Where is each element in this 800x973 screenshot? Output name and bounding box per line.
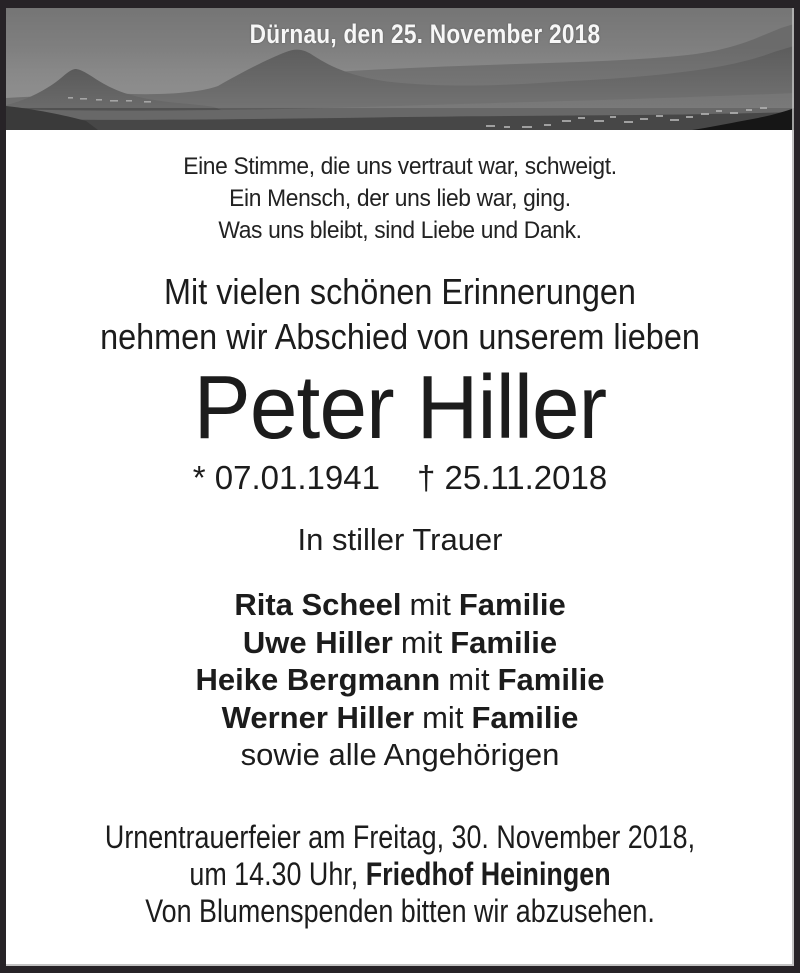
death-date: † 25.11.2018 <box>416 459 608 496</box>
family-closing: sowie alle Angehörigen <box>240 737 560 772</box>
life-dates <box>6 461 794 495</box>
intro-line: nehmen wir Abschied von unserem lieben <box>100 316 700 357</box>
family-connector: mit <box>422 699 464 735</box>
dateline: Dürnau, den 25. November 2018 <box>249 19 601 49</box>
family-member-name: Werner Hiller <box>221 699 415 735</box>
family-connector: mit <box>400 624 443 660</box>
funeral-info <box>6 819 794 930</box>
funeral-time-place-line <box>69 856 731 893</box>
intro-line: Mit vielen schönen Erinnerungen <box>164 271 636 312</box>
verse-line: Ein Mensch, der uns lieb war, ging. <box>229 185 571 212</box>
family-connector: mit <box>409 587 451 622</box>
memorial-photo <box>6 8 794 130</box>
mourning-heading: In stiller Trauer <box>297 522 503 557</box>
flowers-note: Von Blumenspenden bitten wir abzusehen. <box>145 893 655 929</box>
verse-line: Eine Stimme, die uns vertraut war, schweigt. <box>183 153 617 180</box>
family-row <box>6 699 794 737</box>
family-row <box>6 624 794 662</box>
family-member-name: Heike Bergmann <box>195 662 441 697</box>
family-member-name: Rita Scheel <box>234 587 402 622</box>
obituary-content <box>6 8 794 966</box>
family-member-name: Uwe Hiller <box>242 624 393 660</box>
funeral-date-line: Urnentrauerfeier am Freitag, 30. November 2018, <box>104 819 696 855</box>
family-suffix: Familie <box>497 662 605 697</box>
memorial-verse <box>6 151 794 247</box>
family-suffix: Familie <box>471 699 579 735</box>
deceased-name: Peter Hiller <box>193 358 607 458</box>
funeral-location: Friedhof Heiningen <box>365 856 611 892</box>
family-row <box>6 586 794 624</box>
family-list <box>6 586 794 774</box>
funeral-time: um 14.30 Uhr, <box>189 856 359 892</box>
family-suffix: Familie <box>450 624 558 660</box>
family-connector: mit <box>448 662 490 697</box>
verse-line: Was uns bleibt, sind Liebe und Dank. <box>218 217 582 244</box>
birth-date: * 07.01.1941 <box>192 459 380 496</box>
farewell-intro <box>6 269 794 359</box>
family-row <box>6 661 794 699</box>
family-suffix: Familie <box>458 587 566 622</box>
photo-haze <box>6 48 794 108</box>
